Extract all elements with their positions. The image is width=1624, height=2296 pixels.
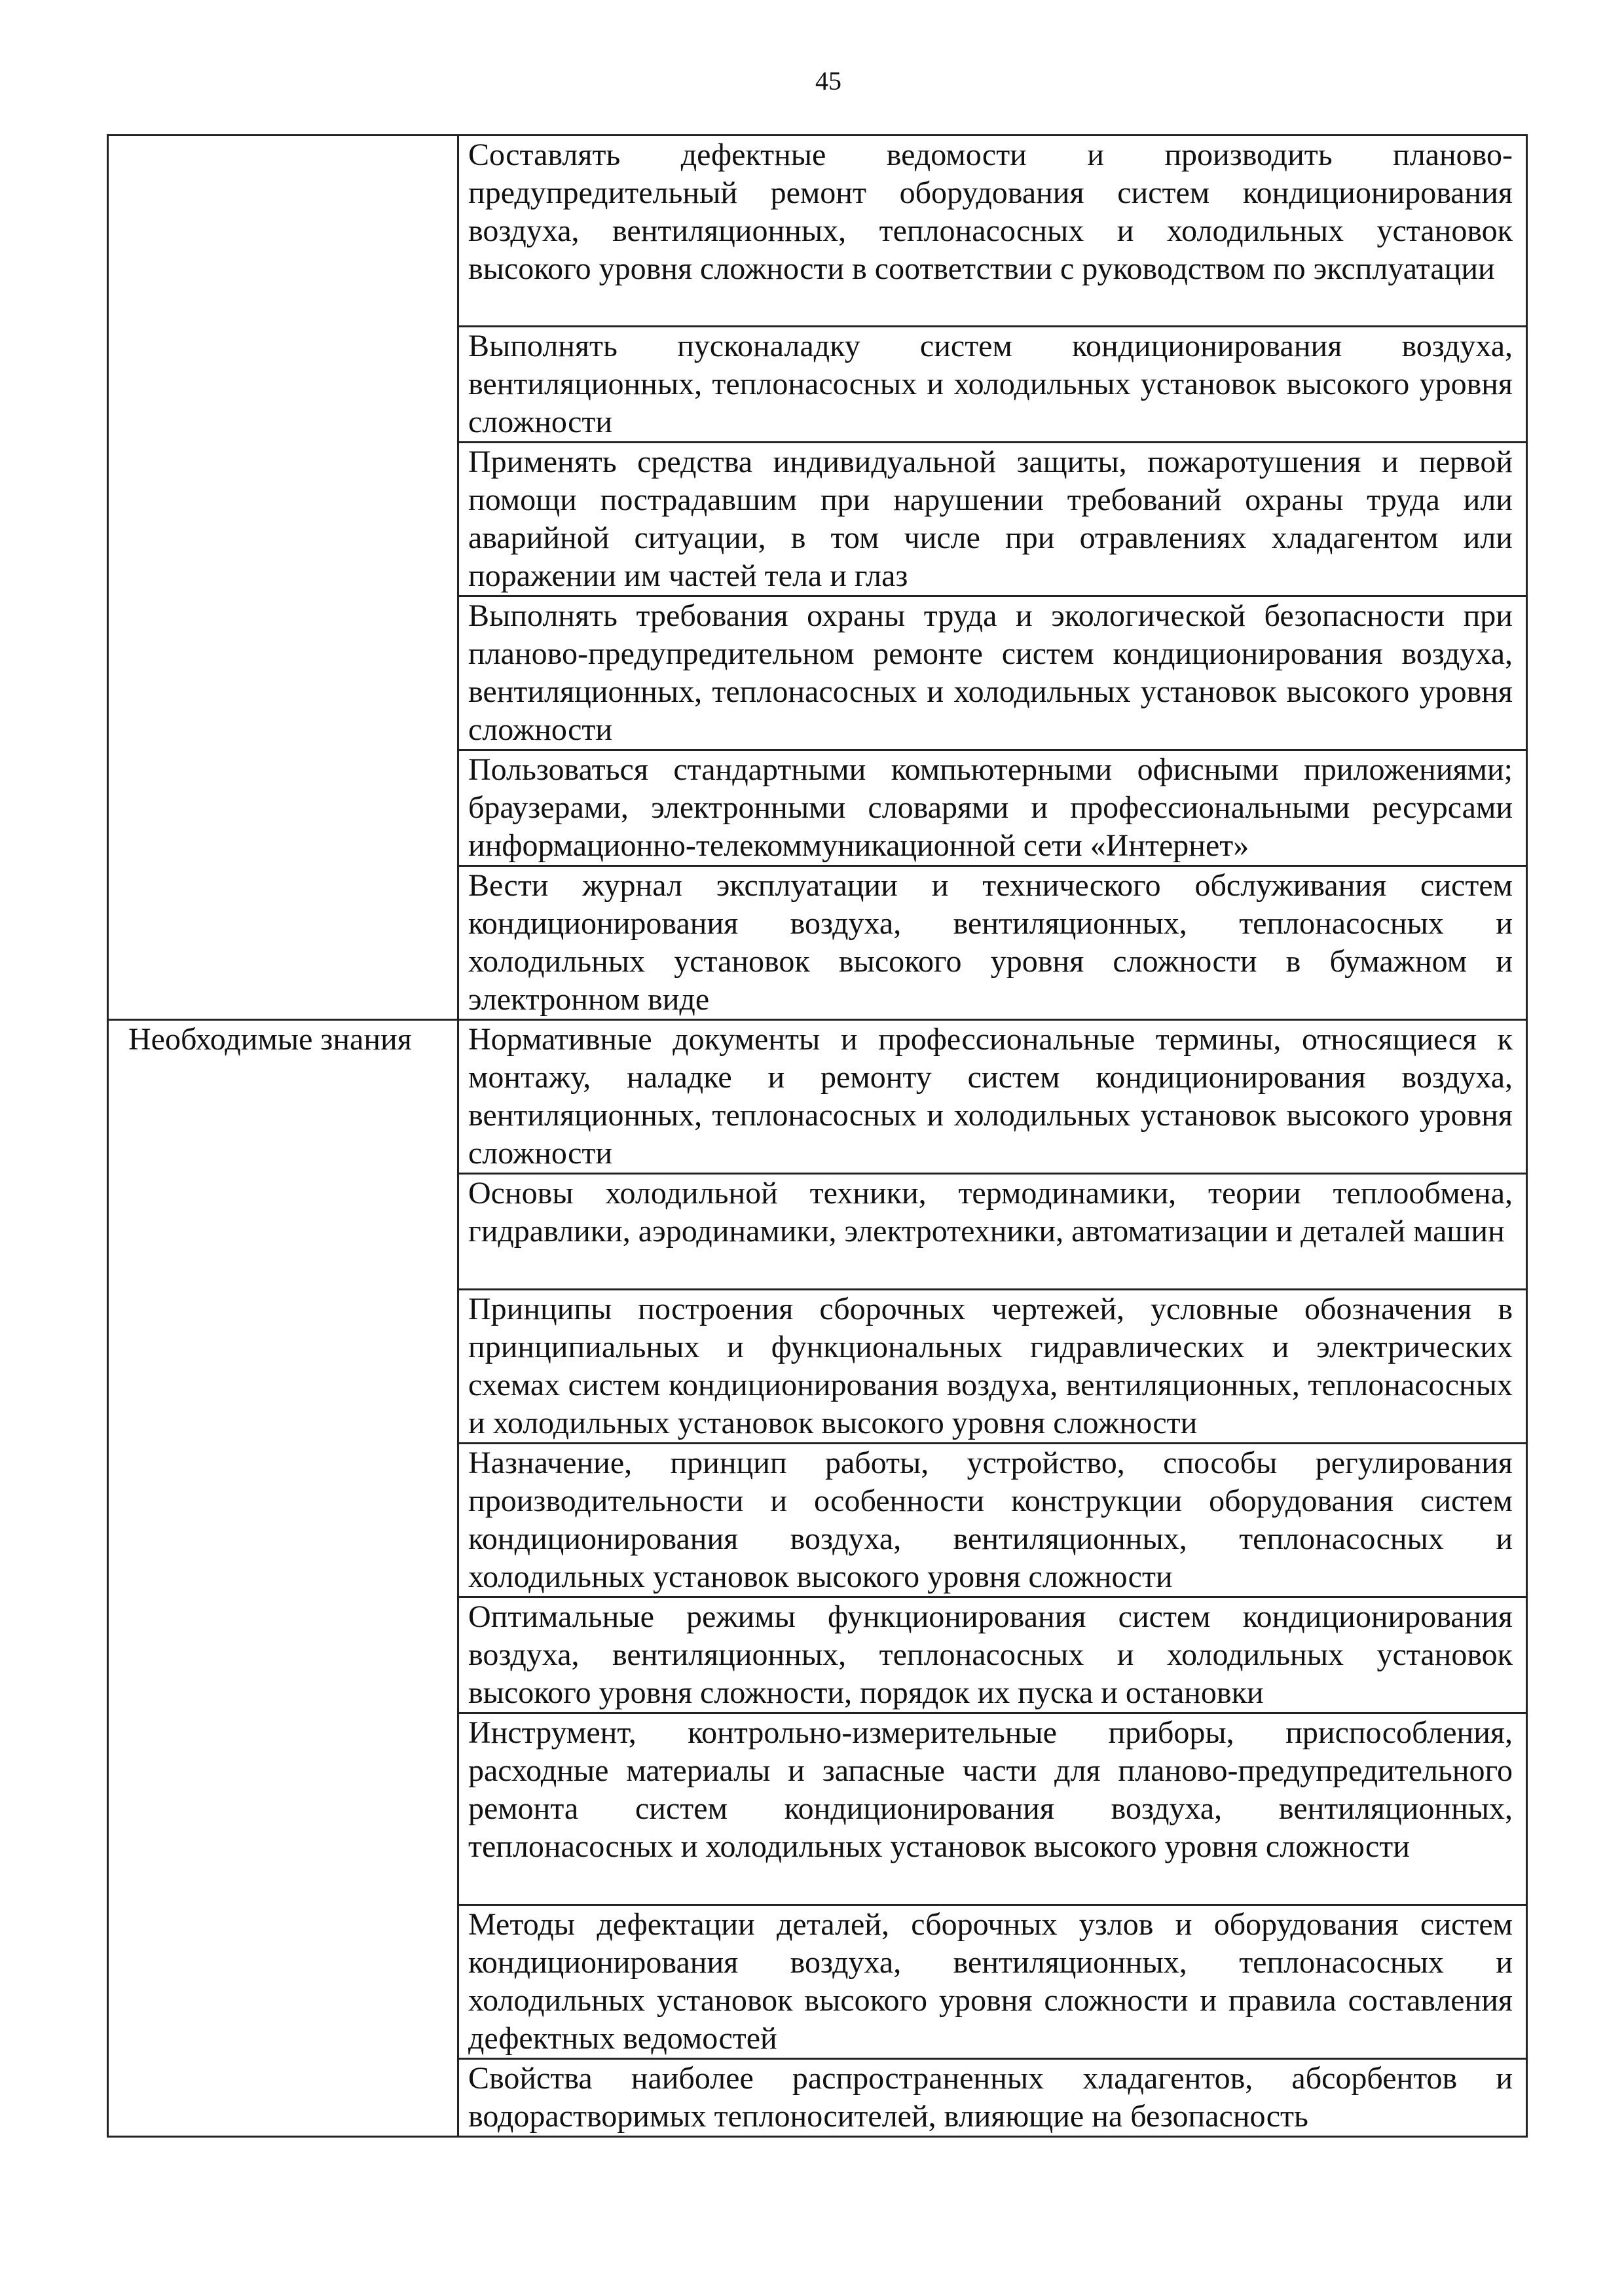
knowledge-item: Основы холодильной техники, термодинамики, теории теплообмена, гидравлики, аэродинамики, электротехники, автоматизации и деталей машин [458,1174,1527,1290]
table-row [108,136,1527,327]
skill-item: Вести журнал эксплуатации и технического обслуживания систем кондиционирования воздуха, вентиляционных, теплонасосных и холодильных установок высокого уровня сложности в бумажном и электронном виде [458,866,1527,1020]
knowledge-item: Нормативные документы и профессиональные термины, относящиеся к монтажу, наладке и ремонту систем кондиционирования воздуха, вентиляционных, теплонасосных и холодильных установок высокого уровня сложности [458,1020,1527,1174]
knowledge-item: Оптимальные режимы функционирования систем кондиционирования воздуха, вентиляционных, теплонасосных и холодильных установок высокого уровня сложности, порядок их пуска и остановки [458,1597,1527,1713]
skill-item: Составлять дефектные ведомости и производить планово-предупредительный ремонт оборудования систем кондиционирования воздуха, вентиляционных, теплонасосных и холодильных установок высокого уровня сложности в соответствии с руководством по эксплуатации [458,136,1527,327]
knowledge-item: Назначение, принцип работы, устройство, способы регулирования производительности и особенности конструкции оборудования систем кондиционирования воздуха, вентиляционных, теплонасосных и холодильных установок высокого уровня сложности [458,1444,1527,1597]
table-row [108,1020,1527,1174]
requirements-table [107,134,1528,2138]
row-label-skills [108,136,458,1020]
page-number: 45 [815,66,841,96]
skill-item: Применять средства индивидуальной защиты, пожаротушения и первой помощи пострадавшим при нарушении требований охраны труда или аварийной ситуации, в том числе при отравлениях хладагентом или поражении им частей тела и глаз [458,443,1527,596]
knowledge-item: Методы дефектации деталей, сборочных узлов и оборудования систем кондиционирования воздуха, вентиляционных, теплонасосных и холодильных установок высокого уровня сложности и правила составления дефектных ведомостей [458,1905,1527,2059]
knowledge-item: Инструмент, контрольно-измерительные приборы, приспособления, расходные материалы и запасные части для планово-предупредительного ремонта систем кондиционирования воздуха, вентиляционных, теплонасосных и холодильных установок высокого уровня сложности [458,1713,1527,1905]
knowledge-item: Принципы построения сборочных чертежей, условные обозначения в принципиальных и функциональных гидравлических и электрических схемах систем кондиционирования воздуха, вентиляционных, теплонасосных и холодильных установок высокого уровня сложности [458,1290,1527,1444]
row-label-knowledge: Необходимые знания [108,1020,458,2137]
skill-item: Выполнять требования охраны труда и экологической безопасности при планово-предупредительном ремонте систем кондиционирования воздуха, вентиляционных, теплонасосных и холодильных установок высокого уровня сложности [458,596,1527,750]
skill-item: Выполнять пусконаладку систем кондиционирования воздуха, вентиляционных, теплонасосных и холодильных установок высокого уровня сложности [458,327,1527,443]
skill-item: Пользоваться стандартными компьютерными офисными приложениями; браузерами, электронными словарями и профессиональными ресурсами информационно-телекоммуникационной сети «Интернет» [458,750,1527,866]
knowledge-item: Свойства наиболее распространенных хладагентов, абсорбентов и водорастворимых теплоносителей, влияющие на безопасность [458,2059,1527,2137]
